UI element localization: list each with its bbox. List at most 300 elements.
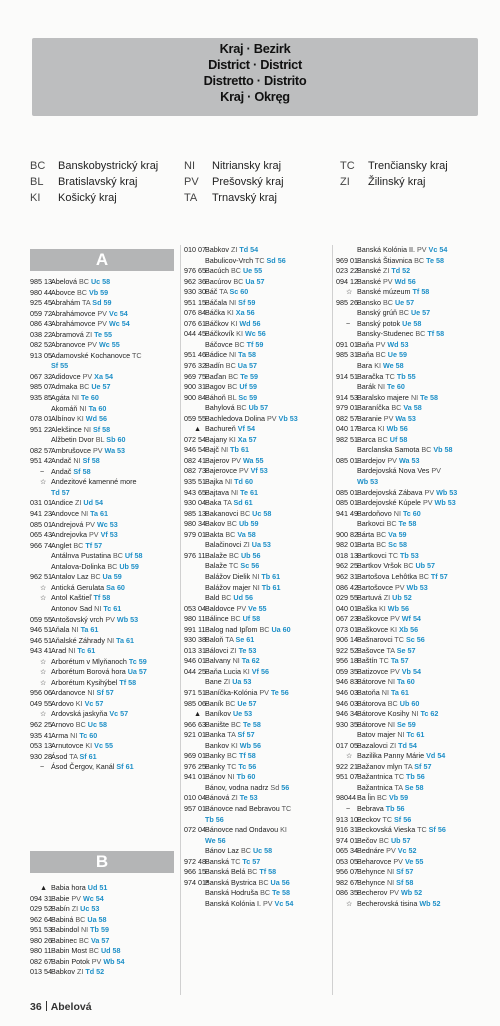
postal-code: 040 17	[336, 424, 358, 434]
place-name: Arma	[51, 730, 71, 740]
place-name: Bálovci	[205, 645, 231, 655]
index-entry	[30, 340, 178, 351]
index-entry	[30, 946, 178, 957]
index-column-1b	[30, 883, 178, 978]
index-entry	[336, 804, 476, 815]
place-name: Banské múzeum	[357, 287, 413, 297]
place-name: Bašnarovci	[357, 635, 395, 645]
index-entry	[30, 351, 178, 362]
region-abbr: ZI	[340, 176, 350, 188]
map-grid-ref: Wb 53	[116, 614, 139, 624]
map-grid-ref: Vc 54	[274, 898, 294, 908]
index-entry	[184, 646, 330, 657]
postal-code: 085 01	[336, 487, 358, 497]
district-code: KI	[377, 424, 387, 434]
district-code: BC	[260, 888, 273, 898]
map-grid-ref: Ub 59	[119, 561, 139, 571]
place-name: Báčkovík	[205, 329, 237, 339]
map-grid-ref: Xa 56	[235, 308, 255, 318]
index-entry	[184, 372, 330, 383]
place-name: Abrahámovce	[51, 308, 98, 318]
index-entry	[184, 604, 330, 615]
index-entry	[336, 551, 476, 562]
map-grid-ref: Te 56	[270, 687, 289, 697]
place-name: Bazalovci	[357, 740, 390, 750]
index-entry	[30, 904, 178, 915]
index-entry	[336, 709, 476, 720]
region-name: Nitriansky kraj	[212, 160, 282, 172]
index-entry	[336, 287, 476, 298]
place-name: Bajerov	[205, 455, 232, 465]
postal-code: 085 01	[336, 455, 358, 465]
district-code: BC	[107, 561, 120, 571]
map-grid-ref: Tb 56	[406, 772, 425, 782]
district-code: PV	[386, 846, 398, 856]
map-grid-ref: Ve 55	[404, 856, 424, 866]
map-grid-ref: Tc 57	[242, 856, 261, 866]
map-grid-ref: Vb 59	[388, 793, 409, 803]
map-grid-ref: 56	[396, 803, 405, 813]
index-entry	[30, 488, 178, 499]
index-entry	[184, 730, 330, 741]
place-name: Barca	[357, 434, 378, 444]
place-name: Bardoňovo	[357, 508, 394, 518]
district-code: ZI	[243, 540, 252, 550]
place-name: Becherov	[357, 888, 390, 898]
postal-code: 085 01	[336, 498, 358, 508]
map-grid-ref: 58	[413, 318, 422, 328]
postal-code: 072 04	[184, 825, 206, 835]
district-code: BC	[76, 287, 89, 297]
index-entry	[184, 530, 330, 541]
map-grid-ref: We 56	[205, 835, 226, 845]
map-grid-ref: Ud 58	[100, 946, 121, 956]
district-code: NI	[106, 635, 117, 645]
postal-code: 956 06	[30, 688, 52, 698]
district-code: PV	[105, 614, 117, 624]
index-entry	[336, 741, 476, 752]
map-grid-ref: Wc 53	[96, 519, 118, 529]
index-entry	[336, 656, 476, 667]
postal-code: 065 43	[30, 530, 52, 540]
postal-code: 029 55	[336, 593, 358, 603]
index-entry	[30, 562, 178, 573]
place-name: Antol Kaštieľ	[51, 593, 94, 603]
postal-code: 930 38	[184, 635, 206, 645]
postal-code: 982 51	[336, 434, 358, 444]
place-name: Baloň	[205, 635, 226, 645]
index-entry	[336, 445, 476, 456]
postal-code: 962 25	[336, 561, 358, 571]
district-code: PV	[389, 888, 401, 898]
index-entry	[336, 319, 476, 330]
index-entry	[30, 646, 178, 657]
index-entry	[336, 699, 476, 710]
postal-code: 980 34	[184, 519, 206, 529]
map-grid-ref: Te 61	[240, 487, 259, 497]
map-grid-ref: Td 60	[234, 477, 253, 487]
place-name: Bakta	[205, 529, 226, 539]
place-name: Babinec	[51, 935, 79, 945]
map-grid-ref: Ta 58	[238, 350, 257, 360]
place-name: Andice	[51, 498, 75, 508]
index-entry	[184, 720, 330, 731]
index-entry	[184, 857, 330, 868]
index-entry	[184, 699, 330, 710]
index-entry	[30, 678, 178, 689]
postal-code: 049 55	[30, 698, 52, 708]
map-grid-ref: Wd 53	[387, 339, 409, 349]
postal-code: 980 11	[30, 946, 52, 956]
postal-code: 013 54	[30, 967, 52, 977]
index-entry	[184, 656, 330, 667]
map-grid-ref: Tf 57	[85, 540, 103, 550]
district-code: BC	[398, 308, 411, 318]
postal-code: 991 11	[184, 624, 206, 634]
region-entry	[30, 176, 137, 188]
map-grid-ref: Wb 53	[436, 487, 458, 497]
place-name: Baka	[205, 498, 224, 508]
district-code: BC	[228, 371, 241, 381]
postal-code: 976 65	[184, 266, 206, 276]
place-name: Antická Gerulata	[51, 582, 107, 592]
postal-code: 916 31	[336, 825, 358, 835]
postal-code: 925 45	[30, 298, 52, 308]
place-name: Alžbetin Dvor	[51, 435, 96, 445]
index-entry	[184, 614, 330, 625]
index-entry	[184, 477, 330, 488]
district-code: PV	[92, 445, 105, 455]
postal-code: 053 13	[30, 741, 52, 751]
place-name: Banky	[205, 761, 227, 771]
place-name: Baračka	[357, 371, 386, 381]
legend-line: Kraj · Bezirk	[219, 41, 291, 56]
place-name: Abrahámovce	[51, 319, 98, 329]
region-entry	[184, 192, 277, 204]
index-entry	[336, 393, 476, 404]
district-code: TC	[254, 255, 267, 265]
place-name: Beckovská Vieska	[357, 825, 418, 835]
district-code: ZI	[76, 967, 86, 977]
district-code: BC	[79, 382, 92, 392]
district-code: TC	[379, 656, 391, 666]
district-code: ZI	[382, 266, 392, 276]
index-entry	[184, 793, 330, 804]
place-name: Bajč	[205, 445, 221, 455]
index-entry	[184, 329, 330, 340]
index-entry	[30, 319, 178, 330]
place-name: Baňa	[357, 350, 376, 360]
district-code: PV	[393, 856, 405, 866]
place-name: Bátorove	[357, 719, 388, 729]
place-name: Bažanov mlyn	[357, 761, 405, 771]
index-entry	[30, 572, 178, 583]
district-code: TA	[219, 287, 230, 297]
map-grid-ref: 61	[125, 762, 134, 772]
district-code: TC	[226, 761, 239, 771]
place-name: Balaže	[205, 561, 229, 571]
index-entry	[30, 636, 178, 647]
district-code: NI	[230, 487, 241, 497]
postal-code: 946 34	[336, 709, 358, 719]
page-number: 36	[30, 1001, 42, 1013]
district-code: NI	[397, 730, 407, 740]
legend-line: District · District	[208, 57, 302, 72]
region-entry	[184, 160, 281, 172]
index-entry	[30, 498, 178, 509]
map-grid-ref: Ue 53	[232, 709, 253, 719]
place-name: Bardejovská Nova Ves	[357, 466, 432, 476]
map-grid-ref: Sf 58	[82, 456, 100, 466]
district-code: ZI	[71, 904, 81, 914]
district-code: BC	[258, 877, 271, 887]
place-name: Bárta	[357, 529, 377, 539]
place-name: Anglet	[51, 540, 74, 550]
place-name: Abrahám	[51, 298, 83, 308]
symbol-icon: ▲	[40, 883, 48, 892]
place-name: Abelová	[51, 277, 79, 286]
postal-code: 969 75	[184, 371, 206, 381]
district-code: NI	[80, 509, 91, 519]
symbol-icon: ~	[346, 318, 351, 328]
place-name: Batov majer	[357, 730, 398, 740]
district-code: BC	[90, 572, 103, 582]
place-name: Bednáre	[357, 846, 387, 856]
postal-code: 985 26	[336, 297, 358, 307]
index-entry	[30, 915, 178, 926]
district-code: NI	[73, 456, 83, 466]
index-entry	[30, 604, 178, 615]
map-grid-ref: 59	[138, 656, 147, 666]
index-entry	[184, 466, 330, 477]
map-grid-ref: Ud 56	[233, 593, 253, 603]
map-grid-ref: Uc 58	[252, 508, 272, 518]
postal-code: 029 52	[30, 904, 52, 914]
map-grid-ref: Vf 53	[100, 530, 118, 540]
map-grid-ref: Sc 60	[229, 287, 249, 297]
postal-code: 951 22	[30, 424, 52, 434]
map-grid-ref: Tf 58	[259, 867, 277, 877]
map-grid-ref: 60	[116, 582, 125, 592]
district-code: ZI	[74, 498, 84, 508]
postal-code: 941 01	[184, 772, 206, 782]
map-grid-ref: Tb 56	[205, 814, 224, 824]
region-abbr: TC	[340, 160, 355, 172]
postal-code: 053 05	[336, 856, 358, 866]
map-grid-ref: Uc 58	[87, 719, 107, 729]
place-name: Bašovce	[357, 645, 387, 655]
postal-code: 065 34	[336, 846, 358, 856]
index-entry	[336, 667, 476, 678]
section-header-b: B	[30, 851, 174, 873]
district-code: PV	[71, 893, 83, 903]
index-entry	[336, 456, 476, 467]
map-grid-ref: Wd 56	[394, 276, 416, 286]
place-name: Baranie	[357, 413, 384, 423]
index-entry	[336, 519, 476, 530]
postal-code: 956 07	[336, 867, 358, 877]
map-grid-ref: Te 58	[420, 392, 438, 402]
place-name: Bansky-Studenec	[357, 329, 416, 339]
index-entry	[184, 561, 330, 572]
place-name: Alekšince	[51, 424, 84, 434]
map-grid-ref: Ua 56	[270, 877, 290, 887]
district-code: NI	[252, 571, 262, 581]
postal-code: 969 01	[336, 255, 358, 265]
map-grid-ref: 56	[281, 782, 290, 792]
postal-code: 979 01	[184, 529, 206, 539]
index-entry	[336, 256, 476, 267]
place-name: Banská Kolónia I.	[205, 898, 263, 908]
map-grid-ref: Tb 55	[396, 371, 416, 381]
map-grid-ref: Vc 57	[84, 698, 104, 708]
index-entry	[336, 572, 476, 583]
district-code: BC	[240, 508, 253, 518]
postal-code: 076 84	[184, 308, 206, 318]
index-entry	[30, 925, 178, 936]
postal-code: 980 11	[184, 614, 206, 624]
postal-code: 913 05	[30, 350, 52, 360]
index-entry	[336, 403, 476, 414]
place-name: Babie	[51, 893, 72, 903]
index-entry	[30, 382, 178, 393]
district-code: PV	[375, 339, 388, 349]
place-name: Barák	[357, 382, 378, 392]
place-name: Baralsko majere	[357, 392, 411, 402]
index-entry	[30, 957, 178, 968]
symbol-icon: ☆	[346, 751, 353, 761]
district-code: TC	[388, 550, 401, 560]
district-code: ZI	[383, 593, 393, 603]
district-code: NI	[387, 719, 397, 729]
map-grid-ref: Tf 58	[238, 751, 256, 761]
district-code: TC	[281, 803, 292, 813]
district-code: PV	[383, 413, 396, 423]
index-entry	[184, 519, 330, 530]
map-grid-ref: Uf 58	[242, 614, 261, 624]
index-entry	[336, 730, 476, 741]
district-code: BC	[73, 540, 86, 550]
district-code: BC	[386, 519, 399, 529]
postal-code: 059 55	[30, 614, 52, 624]
district-code: ZI	[389, 740, 399, 750]
map-grid-ref: 58	[421, 287, 430, 297]
place-name: Báčala	[205, 297, 229, 307]
index-entry	[184, 340, 330, 351]
index-entry	[184, 667, 330, 678]
index-entry	[184, 245, 330, 256]
place-name: Bagov	[205, 382, 228, 392]
district-code: Ue	[402, 318, 414, 328]
region-entry	[340, 176, 425, 188]
index-entry	[30, 936, 178, 947]
place-name: Bansko	[357, 297, 383, 307]
map-grid-ref: Sf 56	[394, 814, 412, 824]
map-grid-ref: Ta 61	[390, 687, 409, 697]
map-grid-ref: Ud 54	[83, 498, 103, 508]
district-code: TC	[394, 635, 406, 645]
place-name: Barclanska Samota	[357, 445, 422, 455]
place-name: Ásod Čergov, Kanál	[51, 762, 117, 772]
map-grid-ref: Tc 56	[238, 761, 257, 771]
place-name: Ambrušovce	[51, 445, 93, 455]
index-entry	[184, 836, 330, 847]
index-entry	[336, 382, 476, 393]
district-code: BC	[387, 698, 400, 708]
place-name: Báhoň	[205, 392, 228, 402]
district-code: BC	[230, 614, 243, 624]
postal-code: 900 31	[184, 382, 206, 392]
map-grid-ref: Vb 59	[88, 287, 109, 297]
map-grid-ref: Va 58	[403, 403, 422, 413]
map-grid-ref: Se 58	[404, 782, 424, 792]
index-entry	[30, 435, 178, 446]
index-entry	[184, 435, 330, 446]
index-entry	[184, 825, 330, 836]
postal-code: 941 49	[336, 508, 358, 518]
place-name: Babia hora	[51, 883, 88, 892]
place-name: Báčovce	[205, 339, 235, 349]
map-grid-ref: Ua 59	[102, 572, 122, 582]
postal-code: 974 01	[336, 835, 358, 845]
postal-code: 082 52	[30, 340, 52, 350]
district-code: TC	[417, 825, 429, 835]
district-code: PV	[394, 582, 407, 592]
place-name: Bažantnica	[357, 772, 395, 782]
district-code: NI	[220, 445, 231, 455]
postal-code: 044 45	[184, 329, 206, 339]
place-name: Banský potok	[357, 318, 403, 328]
postal-code: 982 01	[336, 540, 358, 550]
map-grid-ref: Vf 56	[251, 666, 269, 676]
map-grid-ref: Ub 57	[390, 835, 411, 845]
map-grid-ref: Vc 54	[108, 308, 128, 318]
map-grid-ref: Tb 61	[261, 571, 281, 581]
map-grid-ref: 58	[102, 593, 111, 603]
district-code: PV	[91, 956, 104, 966]
map-grid-ref: Ub 57	[415, 561, 436, 571]
district-code: PV	[387, 455, 399, 465]
place-name: Arnovo	[51, 719, 76, 729]
map-grid-ref: Wb 54	[103, 956, 125, 966]
map-grid-ref: Ta 60	[396, 677, 415, 687]
map-grid-ref: Vc 54	[428, 245, 448, 254]
postal-code: 914 53	[336, 392, 358, 402]
place-name: Bachledova Dolina	[205, 413, 267, 423]
postal-code: 067 32	[30, 371, 52, 381]
district-code: BC	[418, 571, 431, 581]
index-entry	[336, 720, 476, 731]
postal-code: 972 48	[184, 856, 206, 866]
column-divider	[332, 245, 333, 995]
district-code: BC	[75, 914, 88, 924]
map-grid-ref: Ub 56	[240, 550, 261, 560]
map-grid-ref: Se 59	[396, 719, 416, 729]
place-name: Andač	[51, 466, 74, 476]
district-code: NI	[228, 350, 239, 360]
region-abbr: PV	[184, 176, 199, 188]
district-code: Tc	[128, 656, 139, 666]
district-code: BC	[375, 350, 388, 360]
district-code: BC	[225, 361, 238, 371]
map-grid-ref: Te 59	[240, 371, 259, 381]
map-grid-ref: Wd 56	[85, 414, 107, 424]
district-code: BC	[226, 751, 239, 761]
place-name: Barkovci	[357, 519, 387, 529]
place-name: Bartošova Lehôtka	[357, 571, 419, 581]
place-name: Bardejovská Zábava	[357, 487, 425, 497]
map-grid-ref: Wc 56	[244, 329, 266, 339]
